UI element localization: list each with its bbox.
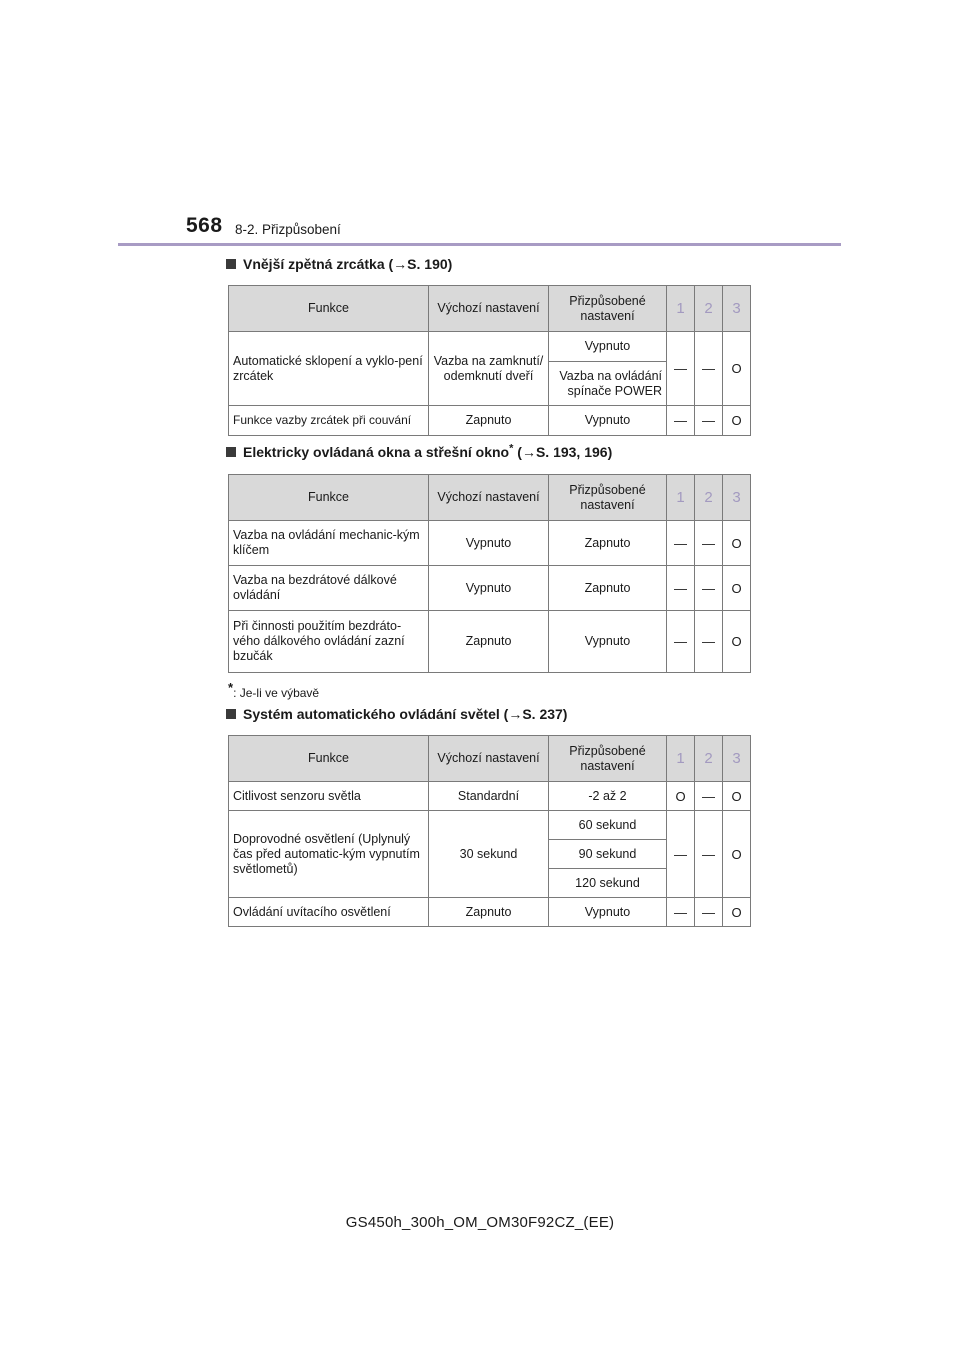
table-cell-default: Zapnuto: [429, 611, 549, 673]
col-custom: Přizpůsobené nastavení: [549, 475, 667, 521]
table-cell-2: —: [695, 566, 723, 611]
col-custom: Přizpůsobené nastavení: [549, 736, 667, 782]
arrow-icon: →: [508, 706, 523, 722]
table-cell-custom: Zapnuto: [549, 566, 667, 611]
heading-text: Systém automatického ovládání světel (: [243, 706, 509, 722]
col-1: 1: [667, 286, 695, 332]
page-ref: S. 193, 196): [535, 444, 613, 460]
table-cell-default: Vypnuto: [429, 566, 549, 611]
col-1: 1: [667, 475, 695, 521]
footnote: [228, 680, 319, 700]
table-cell-custom: Vazba na ovládání spínače POWER: [549, 362, 667, 406]
table-cell-function: Při činnosti použitím bezdráto-vého dálkového ovládání zazní bzučák: [229, 611, 429, 673]
arrow-icon: →: [393, 256, 408, 272]
col-3: 3: [723, 286, 751, 332]
heading-lights: [226, 706, 567, 722]
footnote-text: : Je-li ve výbavě: [233, 686, 320, 700]
table-cell-2: —: [695, 782, 723, 811]
header-rule: [118, 243, 841, 246]
col-2: 2: [695, 286, 723, 332]
table-cell-2: —: [695, 811, 723, 898]
footnote-mark: *: [509, 442, 514, 455]
col-function: Funkce: [229, 475, 429, 521]
col-2: 2: [695, 736, 723, 782]
table-cell-default: Standardní: [429, 782, 549, 811]
table-cell-default: Zapnuto: [429, 898, 549, 927]
table-cell-function: Ovládání uvítacího osvětlení: [229, 898, 429, 927]
col-2: 2: [695, 475, 723, 521]
table-cell-2: —: [695, 898, 723, 927]
table-cell-custom: Zapnuto: [549, 521, 667, 566]
table-mirrors: [228, 285, 751, 436]
table-cell-1: —: [667, 332, 695, 406]
col-function: Funkce: [229, 736, 429, 782]
table-cell-1: —: [667, 521, 695, 566]
table-cell-1: —: [667, 406, 695, 436]
table-cell-default: 30 sekund: [429, 811, 549, 898]
table-cell-1: —: [667, 566, 695, 611]
table-cell-2: —: [695, 406, 723, 436]
table-cell-3: O: [723, 898, 751, 927]
table-cell-function: Vazba na bezdrátové dálkové ovládání: [229, 566, 429, 611]
page-ref: S. 190): [407, 256, 453, 272]
table-cell-function: Doprovodné osvětlení (Uplynulý čas před automatic-kým vypnutím světlometů): [229, 811, 429, 898]
table-cell-custom: Vypnuto: [549, 406, 667, 436]
col-3: 3: [723, 475, 751, 521]
heading-text: Elektricky ovládaná okna a střešní okno: [243, 444, 510, 460]
page-ref: S. 237): [522, 706, 568, 722]
table-cell-1: —: [667, 811, 695, 898]
square-bullet-icon: [226, 259, 236, 269]
table-cell-custom: 90 sekund: [549, 840, 667, 869]
table-cell-3: O: [723, 521, 751, 566]
heading-mirrors: [226, 256, 452, 272]
table-cell-2: —: [695, 521, 723, 566]
table-cell-function: Vazba na ovládání mechanic-kým klíčem: [229, 521, 429, 566]
col-default: Výchozí nastavení: [429, 286, 549, 332]
table-cell-1: —: [667, 898, 695, 927]
table-cell-custom: Vypnuto: [549, 611, 667, 673]
table-cell-custom: Vypnuto: [549, 898, 667, 927]
table-cell-3: O: [723, 332, 751, 406]
square-bullet-icon: [226, 447, 236, 457]
table-cell-default: Vazba na zamknutí/ odemknutí dveří: [429, 332, 549, 406]
table-cell-3: O: [723, 406, 751, 436]
table-cell-default: Vypnuto: [429, 521, 549, 566]
table-cell-function: Citlivost senzoru světla: [229, 782, 429, 811]
section-title: 8-2. Přizpůsobení: [235, 222, 341, 237]
table-cell-2: —: [695, 611, 723, 673]
document-code: GS450h_300h_OM_OM30F92CZ_(EE): [345, 1214, 615, 1231]
heading-text: Vnější zpětná zrcátka (: [243, 256, 394, 272]
col-1: 1: [667, 736, 695, 782]
table-cell-custom: 120 sekund: [549, 869, 667, 898]
page-number: 568: [186, 214, 223, 237]
col-3: 3: [723, 736, 751, 782]
table-cell-2: —: [695, 332, 723, 406]
col-function: Funkce: [229, 286, 429, 332]
table-cell-function: Funkce vazby zrcátek při couvání: [229, 406, 429, 436]
col-default: Výchozí nastavení: [429, 475, 549, 521]
table-cell-3: O: [723, 811, 751, 898]
table-cell-default: Zapnuto: [429, 406, 549, 436]
table-cell-1: —: [667, 611, 695, 673]
table-cell-custom: 60 sekund: [549, 811, 667, 840]
table-cell-1: O: [667, 782, 695, 811]
arrow-icon: →: [521, 444, 536, 460]
table-cell-custom: Vypnuto: [549, 332, 667, 362]
table-cell-3: O: [723, 611, 751, 673]
table-windows: [228, 474, 751, 673]
table-cell-custom: -2 až 2: [549, 782, 667, 811]
table-cell-3: O: [723, 566, 751, 611]
heading-windows: Elektricky ovládaná okna a střešní okno* (→S. 193, 196): [226, 444, 612, 460]
col-custom: Přizpůsobené nastavení: [549, 286, 667, 332]
table-cell-function: Automatické sklopení a vyklo-pení zrcátek: [229, 332, 429, 406]
table-lights: [228, 735, 751, 927]
footnote-mark: *: [228, 680, 234, 695]
square-bullet-icon: [226, 709, 236, 719]
table-cell-3: O: [723, 782, 751, 811]
col-default: Výchozí nastavení: [429, 736, 549, 782]
